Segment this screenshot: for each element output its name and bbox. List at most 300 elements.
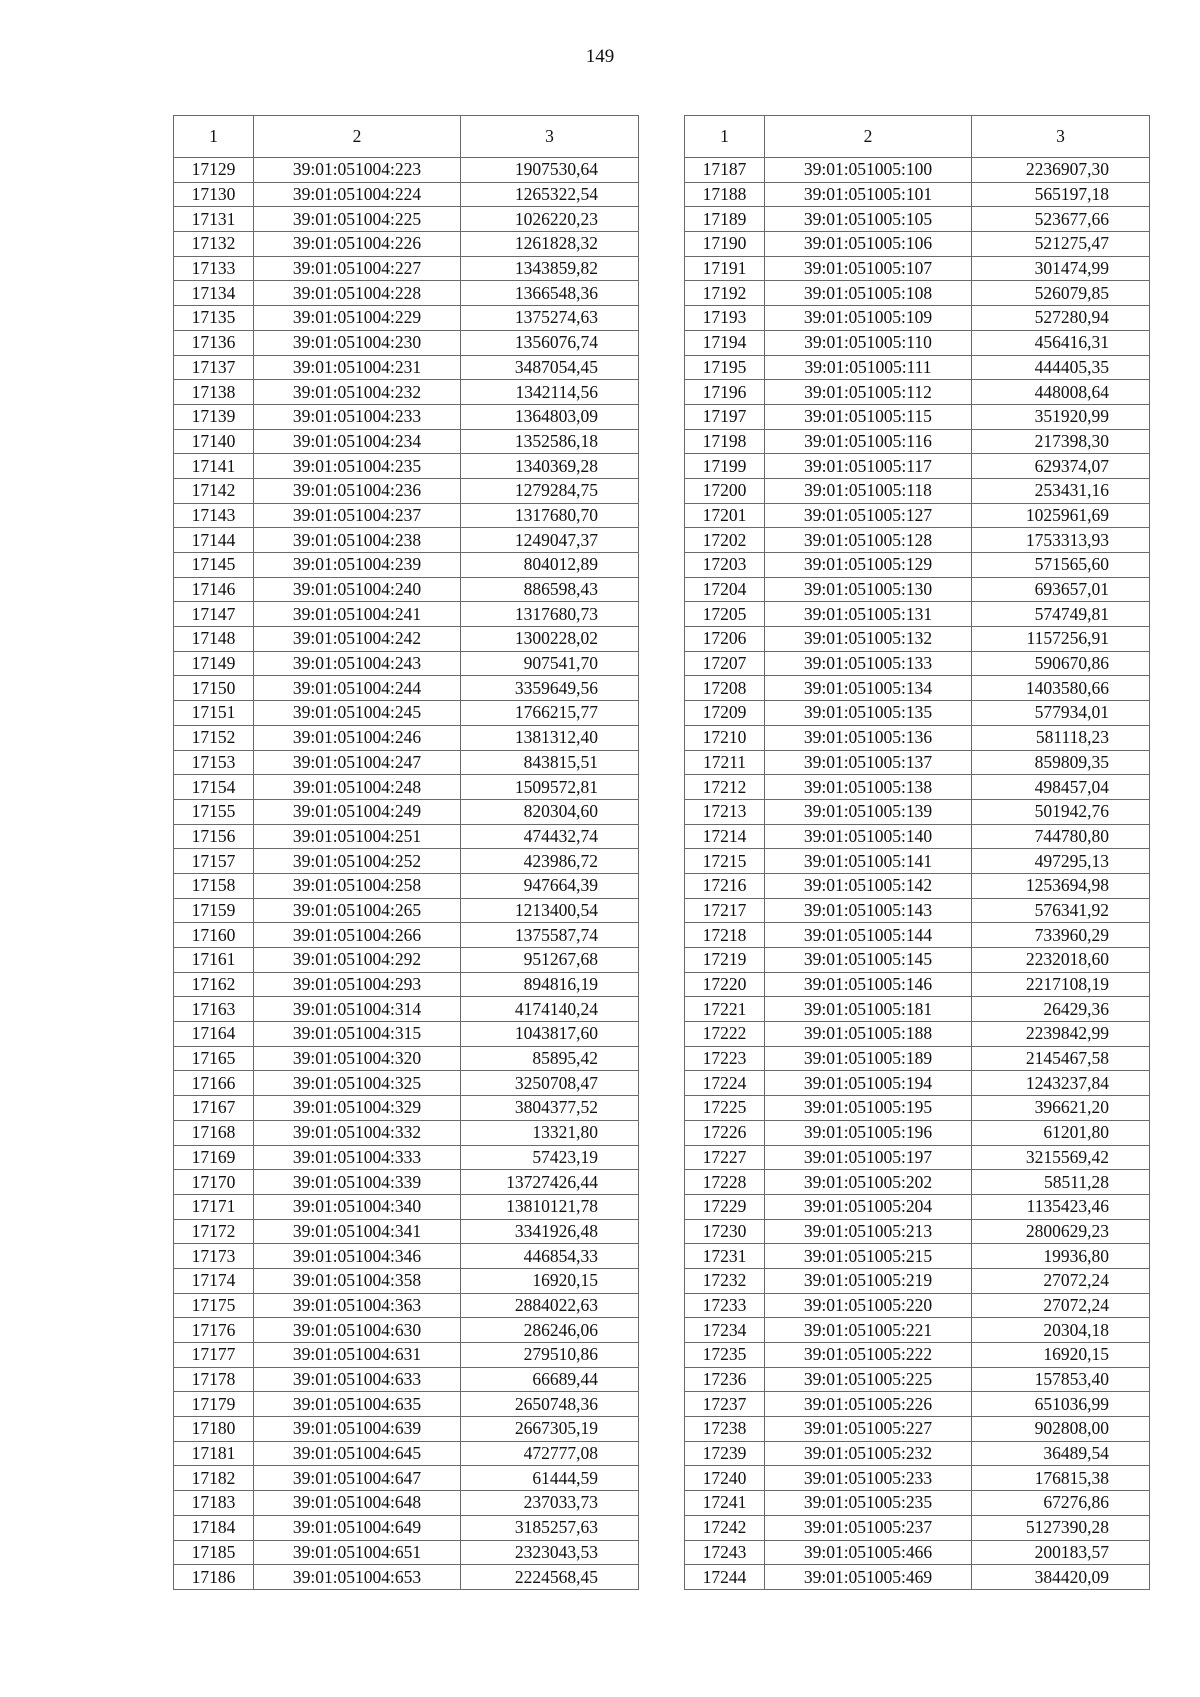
cadastral-number-cell: 39:01:051005:132 — [765, 627, 972, 652]
cadastral-number-cell: 39:01:051004:246 — [254, 725, 461, 750]
value-cell: 5127390,28 — [972, 1515, 1150, 1540]
table-row — [685, 1046, 1150, 1071]
table-row — [685, 948, 1150, 973]
table-row — [685, 824, 1150, 849]
value-cell: 58511,28 — [972, 1170, 1150, 1195]
header-col-1: 1 — [174, 116, 254, 158]
value-cell: 1300228,02 — [461, 627, 639, 652]
cadastral-number-cell: 39:01:051005:194 — [765, 1071, 972, 1096]
row-number-cell: 17139 — [174, 404, 254, 429]
row-number-cell: 17206 — [685, 627, 765, 652]
value-cell: 61201,80 — [972, 1120, 1150, 1145]
cadastral-number-cell: 39:01:051004:240 — [254, 577, 461, 602]
value-cell: 1753313,93 — [972, 528, 1150, 553]
table-row — [174, 1540, 639, 1565]
row-number-cell: 17242 — [685, 1515, 765, 1540]
row-number-cell: 17188 — [685, 182, 765, 207]
value-cell: 1157256,91 — [972, 627, 1150, 652]
table-row — [685, 1022, 1150, 1047]
table-row — [685, 898, 1150, 923]
table-row — [685, 602, 1150, 627]
cadastral-number-cell: 39:01:051004:242 — [254, 627, 461, 652]
table-body — [685, 158, 1150, 1590]
row-number-cell: 17184 — [174, 1515, 254, 1540]
table-row — [174, 873, 639, 898]
row-number-cell: 17192 — [685, 281, 765, 306]
cadastral-number-cell: 39:01:051004:223 — [254, 158, 461, 183]
row-number-cell: 17203 — [685, 553, 765, 578]
row-number-cell: 17178 — [174, 1367, 254, 1392]
header-col-2: 2 — [254, 116, 461, 158]
table-row — [685, 676, 1150, 701]
value-cell: 581118,23 — [972, 725, 1150, 750]
row-number-cell: 17138 — [174, 380, 254, 405]
value-cell: 57423,19 — [461, 1145, 639, 1170]
row-number-cell: 17143 — [174, 503, 254, 528]
row-number-cell: 17190 — [685, 232, 765, 257]
cadastral-number-cell: 39:01:051004:363 — [254, 1293, 461, 1318]
table-row — [174, 503, 639, 528]
cadastral-number-cell: 39:01:051004:645 — [254, 1441, 461, 1466]
cadastral-number-cell: 39:01:051004:243 — [254, 651, 461, 676]
table-row — [174, 330, 639, 355]
value-cell: 3487054,45 — [461, 355, 639, 380]
table-row — [174, 948, 639, 973]
row-number-cell: 17137 — [174, 355, 254, 380]
cadastral-number-cell: 39:01:051005:219 — [765, 1268, 972, 1293]
value-cell: 396621,20 — [972, 1096, 1150, 1121]
value-cell: 571565,60 — [972, 553, 1150, 578]
value-cell: 1766215,77 — [461, 701, 639, 726]
row-number-cell: 17159 — [174, 898, 254, 923]
value-cell: 843815,51 — [461, 750, 639, 775]
table-row — [685, 775, 1150, 800]
table-row — [174, 1318, 639, 1343]
row-number-cell: 17154 — [174, 775, 254, 800]
table-row — [685, 1219, 1150, 1244]
table-row — [174, 1565, 639, 1590]
header-col-3: 3 — [972, 116, 1150, 158]
row-number-cell: 17204 — [685, 577, 765, 602]
row-number-cell: 17244 — [685, 1565, 765, 1590]
cadastral-number-cell: 39:01:051004:227 — [254, 256, 461, 281]
value-cell: 1261828,32 — [461, 232, 639, 257]
cadastral-number-cell: 39:01:051005:215 — [765, 1244, 972, 1269]
row-number-cell: 17136 — [174, 330, 254, 355]
row-number-cell: 17199 — [685, 454, 765, 479]
row-number-cell: 17151 — [174, 701, 254, 726]
value-cell: 523677,66 — [972, 207, 1150, 232]
cadastral-number-cell: 39:01:051005:222 — [765, 1343, 972, 1368]
cadastral-number-cell: 39:01:051005:237 — [765, 1515, 972, 1540]
value-cell: 1253694,98 — [972, 873, 1150, 898]
table-row — [685, 1244, 1150, 1269]
table-row — [174, 750, 639, 775]
table-row — [685, 158, 1150, 183]
value-cell: 590670,86 — [972, 651, 1150, 676]
cadastral-number-cell: 39:01:051005:466 — [765, 1540, 972, 1565]
value-cell: 1340369,28 — [461, 454, 639, 479]
row-number-cell: 17179 — [174, 1392, 254, 1417]
table-row — [174, 1441, 639, 1466]
value-cell: 301474,99 — [972, 256, 1150, 281]
cadastral-number-cell: 39:01:051005:110 — [765, 330, 972, 355]
table-row — [685, 1120, 1150, 1145]
value-cell: 497295,13 — [972, 849, 1150, 874]
row-number-cell: 17147 — [174, 602, 254, 627]
row-number-cell: 17173 — [174, 1244, 254, 1269]
row-number-cell: 17187 — [685, 158, 765, 183]
row-number-cell: 17135 — [174, 306, 254, 331]
cadastral-number-cell: 39:01:051005:141 — [765, 849, 972, 874]
row-number-cell: 17233 — [685, 1293, 765, 1318]
value-cell: 217398,30 — [972, 429, 1150, 454]
value-cell: 907541,70 — [461, 651, 639, 676]
table-row — [174, 1096, 639, 1121]
table-row — [174, 997, 639, 1022]
value-cell: 951267,68 — [461, 948, 639, 973]
row-number-cell: 17142 — [174, 478, 254, 503]
table-row — [174, 454, 639, 479]
row-number-cell: 17221 — [685, 997, 765, 1022]
row-number-cell: 17172 — [174, 1219, 254, 1244]
cadastral-number-cell: 39:01:051005:197 — [765, 1145, 972, 1170]
row-number-cell: 17234 — [685, 1318, 765, 1343]
row-number-cell: 17185 — [174, 1540, 254, 1565]
cadastral-number-cell: 39:01:051005:227 — [765, 1417, 972, 1442]
cadastral-number-cell: 39:01:051005:111 — [765, 355, 972, 380]
table-row — [685, 577, 1150, 602]
table-row — [685, 404, 1150, 429]
row-number-cell: 17183 — [174, 1491, 254, 1516]
value-cell: 1243237,84 — [972, 1071, 1150, 1096]
row-number-cell: 17226 — [685, 1120, 765, 1145]
cadastral-number-cell: 39:01:051005:195 — [765, 1096, 972, 1121]
row-number-cell: 17164 — [174, 1022, 254, 1047]
row-number-cell: 17200 — [685, 478, 765, 503]
value-cell: 3359649,56 — [461, 676, 639, 701]
value-cell: 565197,18 — [972, 182, 1150, 207]
table-body — [174, 158, 639, 1590]
table-row — [685, 1441, 1150, 1466]
cadastral-number-cell: 39:01:051005:116 — [765, 429, 972, 454]
value-cell: 1403580,66 — [972, 676, 1150, 701]
value-cell: 1356076,74 — [461, 330, 639, 355]
table-row — [174, 1491, 639, 1516]
value-cell: 629374,07 — [972, 454, 1150, 479]
cadastral-number-cell: 39:01:051005:136 — [765, 725, 972, 750]
cadastral-number-cell: 39:01:051004:224 — [254, 182, 461, 207]
row-number-cell: 17130 — [174, 182, 254, 207]
row-number-cell: 17222 — [685, 1022, 765, 1047]
table-row — [685, 1466, 1150, 1491]
table-row — [174, 306, 639, 331]
row-number-cell: 17140 — [174, 429, 254, 454]
table-row — [174, 1515, 639, 1540]
table-row — [174, 281, 639, 306]
cadastral-number-cell: 39:01:051005:134 — [765, 676, 972, 701]
value-cell: 2217108,19 — [972, 972, 1150, 997]
value-cell: 384420,09 — [972, 1565, 1150, 1590]
value-cell: 1907530,64 — [461, 158, 639, 183]
value-cell: 3804377,52 — [461, 1096, 639, 1121]
value-cell: 576341,92 — [972, 898, 1150, 923]
cadastral-number-cell: 39:01:051004:358 — [254, 1268, 461, 1293]
value-cell: 574749,81 — [972, 602, 1150, 627]
cadastral-number-cell: 39:01:051004:249 — [254, 799, 461, 824]
cadastral-number-cell: 39:01:051004:232 — [254, 380, 461, 405]
row-number-cell: 17216 — [685, 873, 765, 898]
cadastral-number-cell: 39:01:051005:138 — [765, 775, 972, 800]
cadastral-number-cell: 39:01:051004:234 — [254, 429, 461, 454]
table-row — [685, 1343, 1150, 1368]
value-cell: 2667305,19 — [461, 1417, 639, 1442]
row-number-cell: 17196 — [685, 380, 765, 405]
value-cell: 693657,01 — [972, 577, 1150, 602]
row-number-cell: 17239 — [685, 1441, 765, 1466]
cadastral-number-cell: 39:01:051004:236 — [254, 478, 461, 503]
value-cell: 859809,35 — [972, 750, 1150, 775]
table-row — [174, 676, 639, 701]
table-row — [685, 627, 1150, 652]
cadastral-number-cell: 39:01:051005:128 — [765, 528, 972, 553]
row-number-cell: 17219 — [685, 948, 765, 973]
row-number-cell: 17214 — [685, 824, 765, 849]
table-row — [174, 577, 639, 602]
cadastral-number-cell: 39:01:051004:233 — [254, 404, 461, 429]
value-cell: 2650748,36 — [461, 1392, 639, 1417]
value-cell: 2232018,60 — [972, 948, 1150, 973]
cadastral-number-cell: 39:01:051005:115 — [765, 404, 972, 429]
row-number-cell: 17181 — [174, 1441, 254, 1466]
table-row — [685, 306, 1150, 331]
cadastral-number-cell: 39:01:051004:648 — [254, 1491, 461, 1516]
cadastral-number-cell: 39:01:051004:226 — [254, 232, 461, 257]
cadastral-number-cell: 39:01:051004:225 — [254, 207, 461, 232]
value-cell: 733960,29 — [972, 923, 1150, 948]
register-table-left — [173, 115, 639, 1590]
row-number-cell: 17243 — [685, 1540, 765, 1565]
cadastral-number-cell: 39:01:051005:135 — [765, 701, 972, 726]
value-cell: 1364803,09 — [461, 404, 639, 429]
row-number-cell: 17156 — [174, 824, 254, 849]
cadastral-number-cell: 39:01:051004:639 — [254, 1417, 461, 1442]
table-row — [685, 503, 1150, 528]
table-row — [174, 701, 639, 726]
row-number-cell: 17220 — [685, 972, 765, 997]
cadastral-number-cell: 39:01:051004:633 — [254, 1367, 461, 1392]
table-row — [174, 799, 639, 824]
table-row — [685, 725, 1150, 750]
table-row — [685, 1268, 1150, 1293]
row-number-cell: 17169 — [174, 1145, 254, 1170]
table-row — [174, 158, 639, 183]
table-row — [685, 256, 1150, 281]
value-cell: 3341926,48 — [461, 1219, 639, 1244]
cadastral-number-cell: 39:01:051005:137 — [765, 750, 972, 775]
cadastral-number-cell: 39:01:051004:258 — [254, 873, 461, 898]
table-row — [174, 1417, 639, 1442]
value-cell: 85895,42 — [461, 1046, 639, 1071]
cadastral-number-cell: 39:01:051005:142 — [765, 873, 972, 898]
value-cell: 1375274,63 — [461, 306, 639, 331]
table-row — [174, 553, 639, 578]
table-row — [174, 1046, 639, 1071]
row-number-cell: 17153 — [174, 750, 254, 775]
value-cell: 1265322,54 — [461, 182, 639, 207]
cadastral-number-cell: 39:01:051004:241 — [254, 602, 461, 627]
value-cell: 61444,59 — [461, 1466, 639, 1491]
table-row — [174, 1268, 639, 1293]
row-number-cell: 17236 — [685, 1367, 765, 1392]
table-row — [685, 207, 1150, 232]
row-number-cell: 17211 — [685, 750, 765, 775]
row-number-cell: 17158 — [174, 873, 254, 898]
value-cell: 3185257,63 — [461, 1515, 639, 1540]
cadastral-number-cell: 39:01:051004:320 — [254, 1046, 461, 1071]
value-cell: 1249047,37 — [461, 528, 639, 553]
value-cell: 577934,01 — [972, 701, 1150, 726]
row-number-cell: 17212 — [685, 775, 765, 800]
cadastral-number-cell: 39:01:051004:239 — [254, 553, 461, 578]
cadastral-number-cell: 39:01:051005:112 — [765, 380, 972, 405]
header-col-2: 2 — [765, 116, 972, 158]
cadastral-number-cell: 39:01:051004:649 — [254, 1515, 461, 1540]
value-cell: 1317680,70 — [461, 503, 639, 528]
cadastral-number-cell: 39:01:051005:213 — [765, 1219, 972, 1244]
table-row — [685, 380, 1150, 405]
page-number: 149 — [585, 46, 615, 67]
row-number-cell: 17213 — [685, 799, 765, 824]
cadastral-number-cell: 39:01:051004:229 — [254, 306, 461, 331]
cadastral-number-cell: 39:01:051005:188 — [765, 1022, 972, 1047]
value-cell: 501942,76 — [972, 799, 1150, 824]
row-number-cell: 17218 — [685, 923, 765, 948]
value-cell: 176815,38 — [972, 1466, 1150, 1491]
cadastral-number-cell: 39:01:051005:145 — [765, 948, 972, 973]
value-cell: 13810121,78 — [461, 1194, 639, 1219]
table-row — [685, 651, 1150, 676]
table-row — [685, 182, 1150, 207]
row-number-cell: 17148 — [174, 627, 254, 652]
value-cell: 26429,36 — [972, 997, 1150, 1022]
table-row — [685, 281, 1150, 306]
table-row — [174, 627, 639, 652]
row-number-cell: 17231 — [685, 1244, 765, 1269]
cadastral-number-cell: 39:01:051004:635 — [254, 1392, 461, 1417]
cadastral-number-cell: 39:01:051005:196 — [765, 1120, 972, 1145]
cadastral-number-cell: 39:01:051005:109 — [765, 306, 972, 331]
table-row — [174, 478, 639, 503]
table-row — [174, 1120, 639, 1145]
value-cell: 2236907,30 — [972, 158, 1150, 183]
table-row — [174, 404, 639, 429]
row-number-cell: 17228 — [685, 1170, 765, 1195]
row-number-cell: 17198 — [685, 429, 765, 454]
row-number-cell: 17177 — [174, 1343, 254, 1368]
register-table-right — [684, 115, 1150, 1590]
row-number-cell: 17225 — [685, 1096, 765, 1121]
row-number-cell: 17189 — [685, 207, 765, 232]
header-row — [174, 116, 639, 158]
cadastral-number-cell: 39:01:051004:653 — [254, 1565, 461, 1590]
row-number-cell: 17155 — [174, 799, 254, 824]
value-cell: 947664,39 — [461, 873, 639, 898]
cadastral-number-cell: 39:01:051004:266 — [254, 923, 461, 948]
row-number-cell: 17149 — [174, 651, 254, 676]
cadastral-number-cell: 39:01:051005:117 — [765, 454, 972, 479]
value-cell: 526079,85 — [972, 281, 1150, 306]
table-row — [685, 1515, 1150, 1540]
table-row — [174, 1071, 639, 1096]
row-number-cell: 17133 — [174, 256, 254, 281]
cadastral-number-cell: 39:01:051005:100 — [765, 158, 972, 183]
row-number-cell: 17215 — [685, 849, 765, 874]
cadastral-number-cell: 39:01:051004:630 — [254, 1318, 461, 1343]
cadastral-number-cell: 39:01:051005:469 — [765, 1565, 972, 1590]
row-number-cell: 17202 — [685, 528, 765, 553]
row-number-cell: 17193 — [685, 306, 765, 331]
table-row — [685, 873, 1150, 898]
table-row — [685, 997, 1150, 1022]
row-number-cell: 17229 — [685, 1194, 765, 1219]
row-number-cell: 17144 — [174, 528, 254, 553]
row-number-cell: 17150 — [174, 676, 254, 701]
table-row — [174, 528, 639, 553]
row-number-cell: 17160 — [174, 923, 254, 948]
value-cell: 4174140,24 — [461, 997, 639, 1022]
cadastral-number-cell: 39:01:051004:238 — [254, 528, 461, 553]
cadastral-number-cell: 39:01:051004:245 — [254, 701, 461, 726]
table-row — [685, 1565, 1150, 1590]
row-number-cell: 17207 — [685, 651, 765, 676]
value-cell: 2224568,45 — [461, 1565, 639, 1590]
value-cell: 448008,64 — [972, 380, 1150, 405]
cadastral-number-cell: 39:01:051004:248 — [254, 775, 461, 800]
table-row — [174, 380, 639, 405]
table-row — [174, 849, 639, 874]
value-cell: 1317680,73 — [461, 602, 639, 627]
cadastral-number-cell: 39:01:051004:265 — [254, 898, 461, 923]
table-row — [174, 824, 639, 849]
cadastral-number-cell: 39:01:051005:140 — [765, 824, 972, 849]
cadastral-number-cell: 39:01:051004:651 — [254, 1540, 461, 1565]
row-number-cell: 17195 — [685, 355, 765, 380]
value-cell: 894816,19 — [461, 972, 639, 997]
value-cell: 19936,80 — [972, 1244, 1150, 1269]
table-row — [685, 553, 1150, 578]
value-cell: 200183,57 — [972, 1540, 1150, 1565]
value-cell: 1043817,60 — [461, 1022, 639, 1047]
cadastral-number-cell: 39:01:051005:235 — [765, 1491, 972, 1516]
row-number-cell: 17129 — [174, 158, 254, 183]
row-number-cell: 17191 — [685, 256, 765, 281]
row-number-cell: 17162 — [174, 972, 254, 997]
value-cell: 902808,00 — [972, 1417, 1150, 1442]
table-row — [174, 429, 639, 454]
cadastral-number-cell: 39:01:051004:329 — [254, 1096, 461, 1121]
value-cell: 66689,44 — [461, 1367, 639, 1392]
table-row — [174, 1367, 639, 1392]
cadastral-number-cell: 39:01:051004:341 — [254, 1219, 461, 1244]
table-row — [174, 182, 639, 207]
row-number-cell: 17217 — [685, 898, 765, 923]
table-row — [685, 1145, 1150, 1170]
table-row — [685, 232, 1150, 257]
table-row — [685, 1392, 1150, 1417]
cadastral-number-cell: 39:01:051004:252 — [254, 849, 461, 874]
row-number-cell: 17131 — [174, 207, 254, 232]
